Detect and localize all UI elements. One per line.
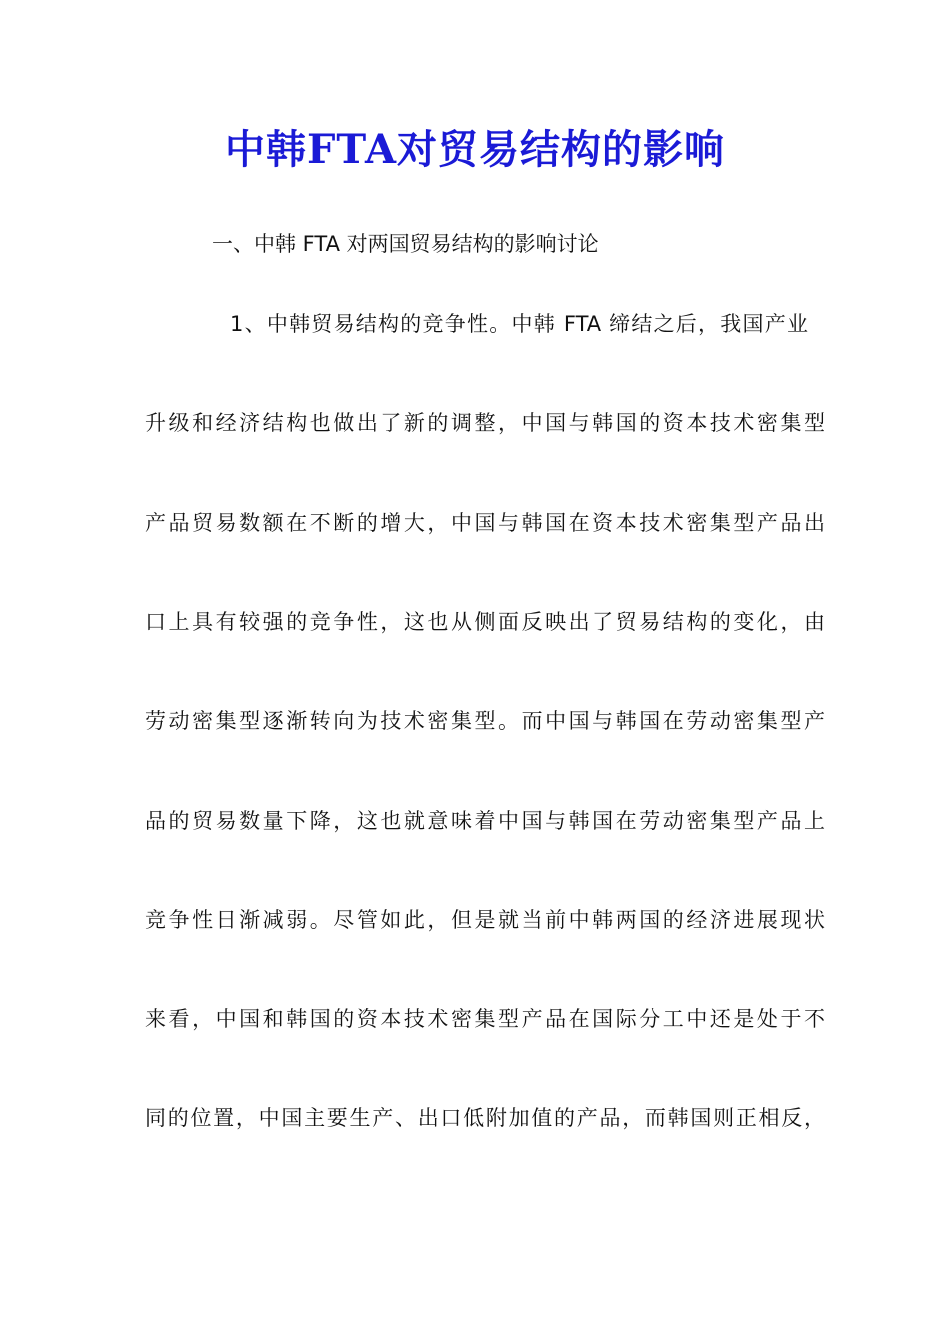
document-title: 中韩FTA对贸易结构的影响	[224, 126, 725, 173]
paragraph-line-3: 产品贸易数额在不断的增大，中国与韩国在资本技术密集型产品出	[145, 511, 825, 535]
paragraph-line-6: 品的贸易数量下降，这也就意味着中国与韩国在劳动密集型产品上	[145, 809, 825, 833]
paragraph-line-9: 同的位置，中国主要生产、出口低附加值的产品，而韩国则正相反，	[145, 1106, 825, 1130]
section-heading: 一、中韩 FTA 对两国贸易结构的影响讨论	[212, 232, 599, 256]
paragraph-line-8: 来看，中国和韩国的资本技术密集型产品在国际分工中还是处于不	[145, 1007, 825, 1031]
paragraph-line-7: 竞争性日渐减弱。尽管如此，但是就当前中韩两国的经济进展现状	[145, 908, 825, 932]
paragraph-line-4: 口上具有较强的竞争性，这也从侧面反映出了贸易结构的变化，由	[145, 610, 825, 634]
paragraph-line-2: 升级和经济结构也做出了新的调整，中国与韩国的资本技术密集型	[145, 411, 825, 435]
paragraph-line-1: 1、中韩贸易结构的竞争性。中韩 FTA 缔结之后，我国产业	[230, 312, 808, 336]
paragraph-line-5: 劳动密集型逐渐转向为技术密集型。而中国与韩国在劳动密集型产	[145, 709, 825, 733]
